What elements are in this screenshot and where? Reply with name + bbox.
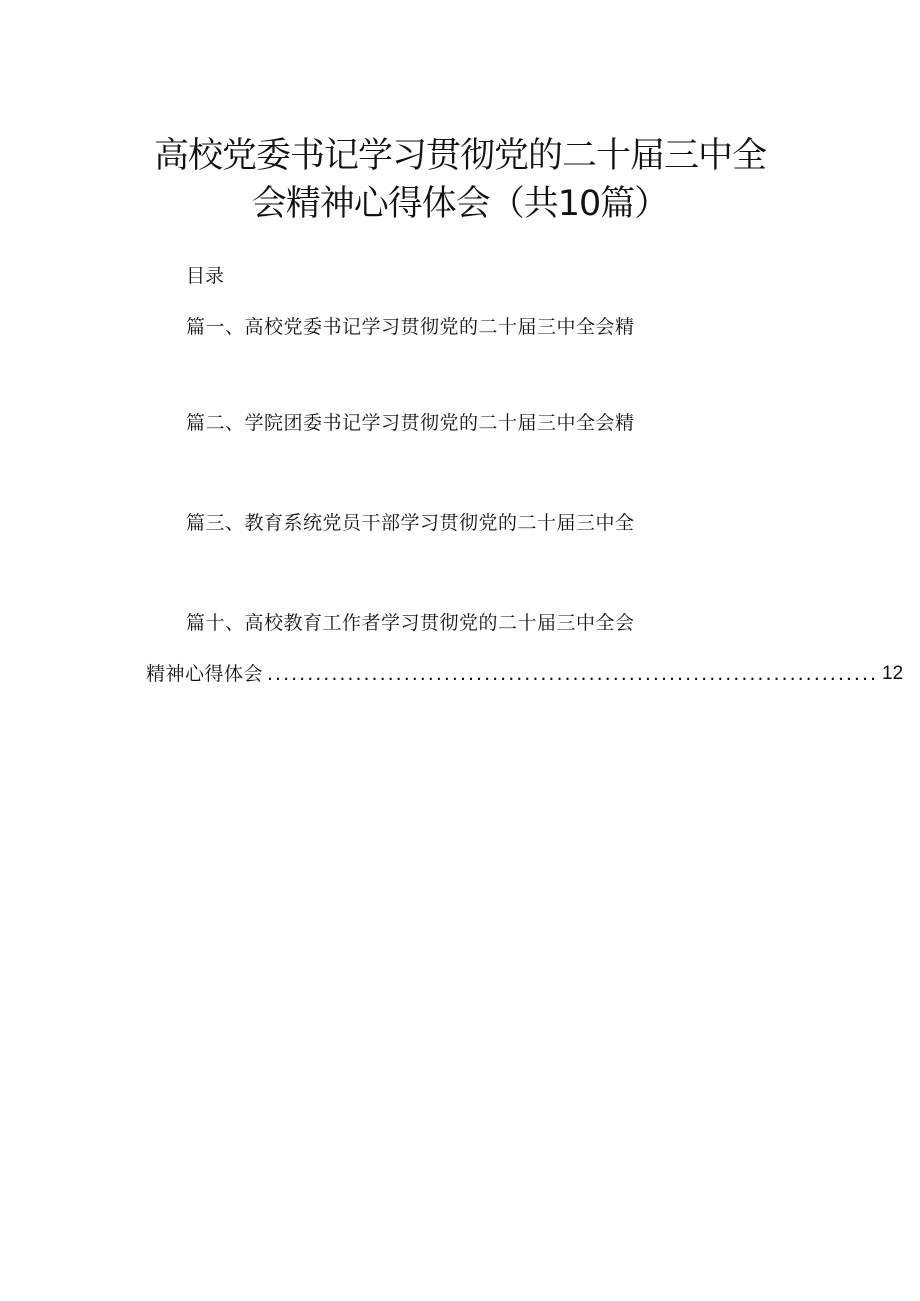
toc-entry-1[interactable]: 篇一、高校党委书记学习贯彻党的二十届三中全会精 — [186, 316, 635, 338]
toc-entry-3[interactable]: 篇三、教育系统党员干部学习贯彻党的二十届三中全 — [186, 512, 635, 534]
toc-entry-10[interactable]: 篇十、高校教育工作者学习贯彻党的二十届三中全会 — [186, 612, 635, 634]
toc-dot-leader: ............................................................................ — [267, 663, 879, 685]
document-title-line-2: 会精神心得体会（共10篇） — [251, 184, 669, 224]
toc-page-number: 12 — [882, 663, 904, 684]
toc-heading: 目录 — [186, 265, 225, 287]
document-title-line-1: 高校党委书记学习贯彻党的二十届三中全 — [153, 136, 766, 176]
toc-entry-2[interactable]: 篇二、学院团委书记学习贯彻党的二十届三中全会精 — [186, 412, 635, 434]
toc-entry-10-continuation-text: 精神心得体会 — [146, 663, 264, 685]
toc-entry-10-continuation[interactable] — [146, 660, 904, 688]
